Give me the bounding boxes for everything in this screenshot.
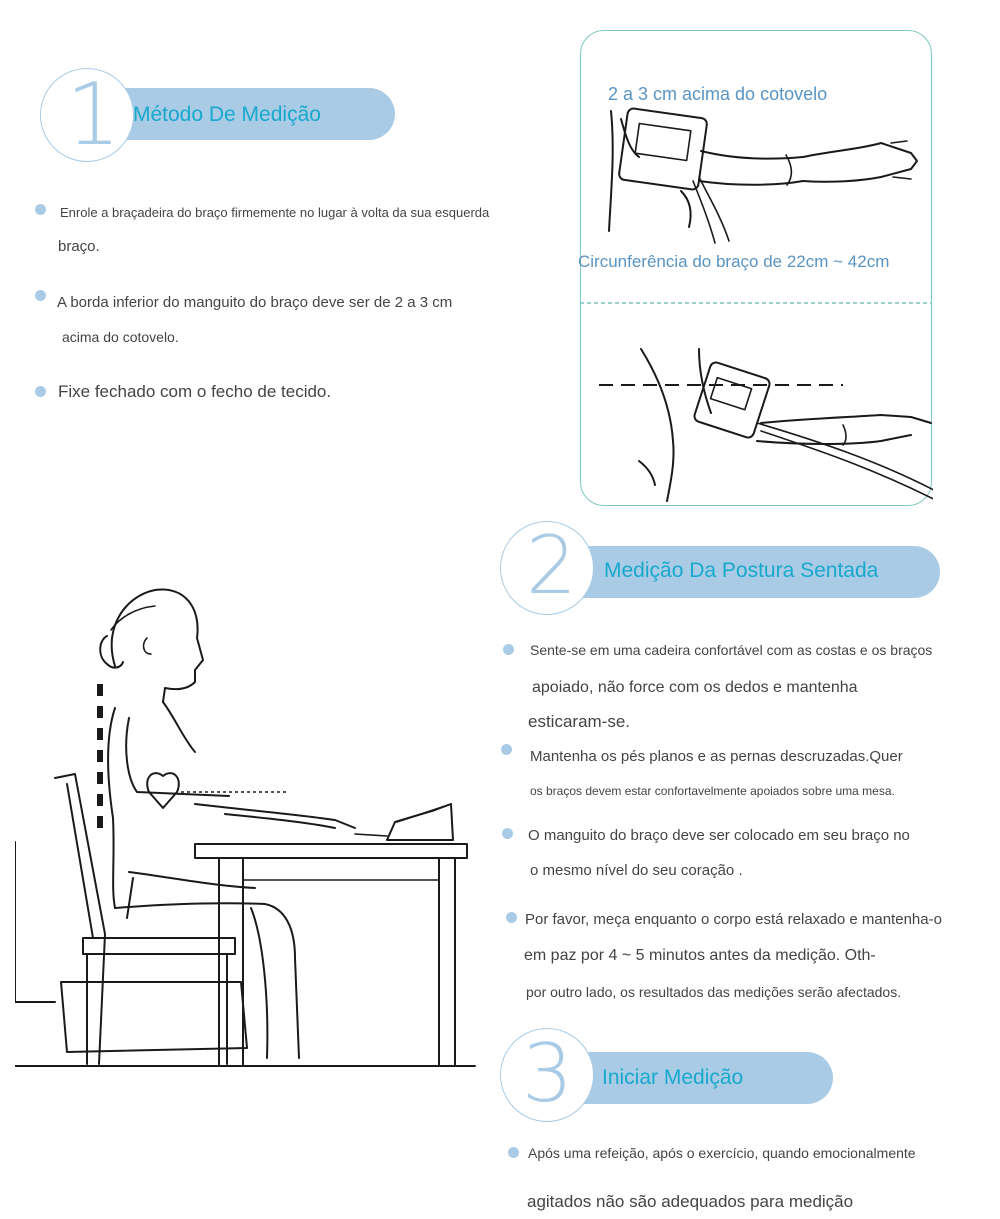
bullet-dot xyxy=(35,386,46,397)
section-1-bullet-1-line-1: Enrole a braçadeira do braço firmemente no lugar à volta da sua esquerda xyxy=(60,205,490,220)
section-1-bullet-2-line-2: acima do cotovelo. xyxy=(62,329,179,345)
section-2-bullet-1-line-2: apoiado, não force com os dedos e mantenha xyxy=(532,679,858,696)
section-2-bullet-2-line-2: os braços devem estar confortavelmente apoiados sobre uma mesa. xyxy=(530,784,895,798)
section-3-bullet-1-line-2: agitados não são adequados para medição xyxy=(527,1192,854,1211)
section-2-bullet-3-line-1: O manguito do braço deve ser colocado em seu braço no xyxy=(528,827,910,844)
upper-arm-drawing xyxy=(609,108,917,243)
section-2-title: Medição Da Postura Sentada xyxy=(604,559,879,582)
chair xyxy=(15,774,247,1064)
bullet-dot xyxy=(508,1147,519,1158)
cuff-caption-circumference: Circunferência do braço de 22cm ~ 42cm xyxy=(578,252,890,271)
section-1-title: Método De Medição xyxy=(133,103,321,126)
bullet-dot xyxy=(503,644,514,655)
section-2-bullet-1-line-3: esticaram-se. xyxy=(528,712,631,731)
section-2-bullet-3-line-2: o mesmo nível do seu coração . xyxy=(530,862,743,879)
section-2-number: 2 xyxy=(526,519,577,612)
section-3-number: 3 xyxy=(522,1027,573,1120)
lower-arm-drawing xyxy=(599,349,933,507)
section-2-bullet-4-line-1: Por favor, meça enquanto o corpo está relaxado e mantenha-o xyxy=(525,911,942,928)
section-2-bullet-2-line-1: Mantenha os pés planos e as pernas descruzadas.Quer xyxy=(530,748,903,765)
cuff-caption-above-elbow: 2 a 3 cm acima do cotovelo xyxy=(608,84,828,104)
section-1-bullet-1-line-2: braço. xyxy=(58,238,100,255)
bullet-dot xyxy=(506,912,517,923)
seated-posture-illustration xyxy=(15,578,485,1078)
bullet-dot xyxy=(502,828,513,839)
bullet-dot xyxy=(35,290,46,301)
monitor-device xyxy=(355,804,453,840)
section-1-bullet-2-line-1: A borda inferior do manguito do braço deve ser de 2 a 3 cm xyxy=(57,294,453,311)
table xyxy=(195,844,467,1066)
section-1-number: 1 xyxy=(66,65,121,165)
section-2-bullet-4-line-3: por outro lado, os resultados das medições serão afectados. xyxy=(526,984,902,1000)
section-2-bullet-4-line-2: em paz por 4 ~ 5 minutos antes da medição. Oth- xyxy=(524,947,876,964)
bullet-dot xyxy=(501,744,512,755)
bullet-dot xyxy=(35,204,46,215)
section-3-bullet-1-line-1: Após uma refeição, após o exercício, quando emocionalmente xyxy=(528,1145,916,1161)
section-1-bullet-3: Fixe fechado com o fecho de tecido. xyxy=(58,382,332,401)
cuff-placement-figure xyxy=(580,30,932,506)
section-2-bullet-1-line-1: Sente-se em uma cadeira confortável com as costas e os braços xyxy=(530,642,933,658)
section-3-title: Iniciar Medição xyxy=(602,1066,744,1089)
